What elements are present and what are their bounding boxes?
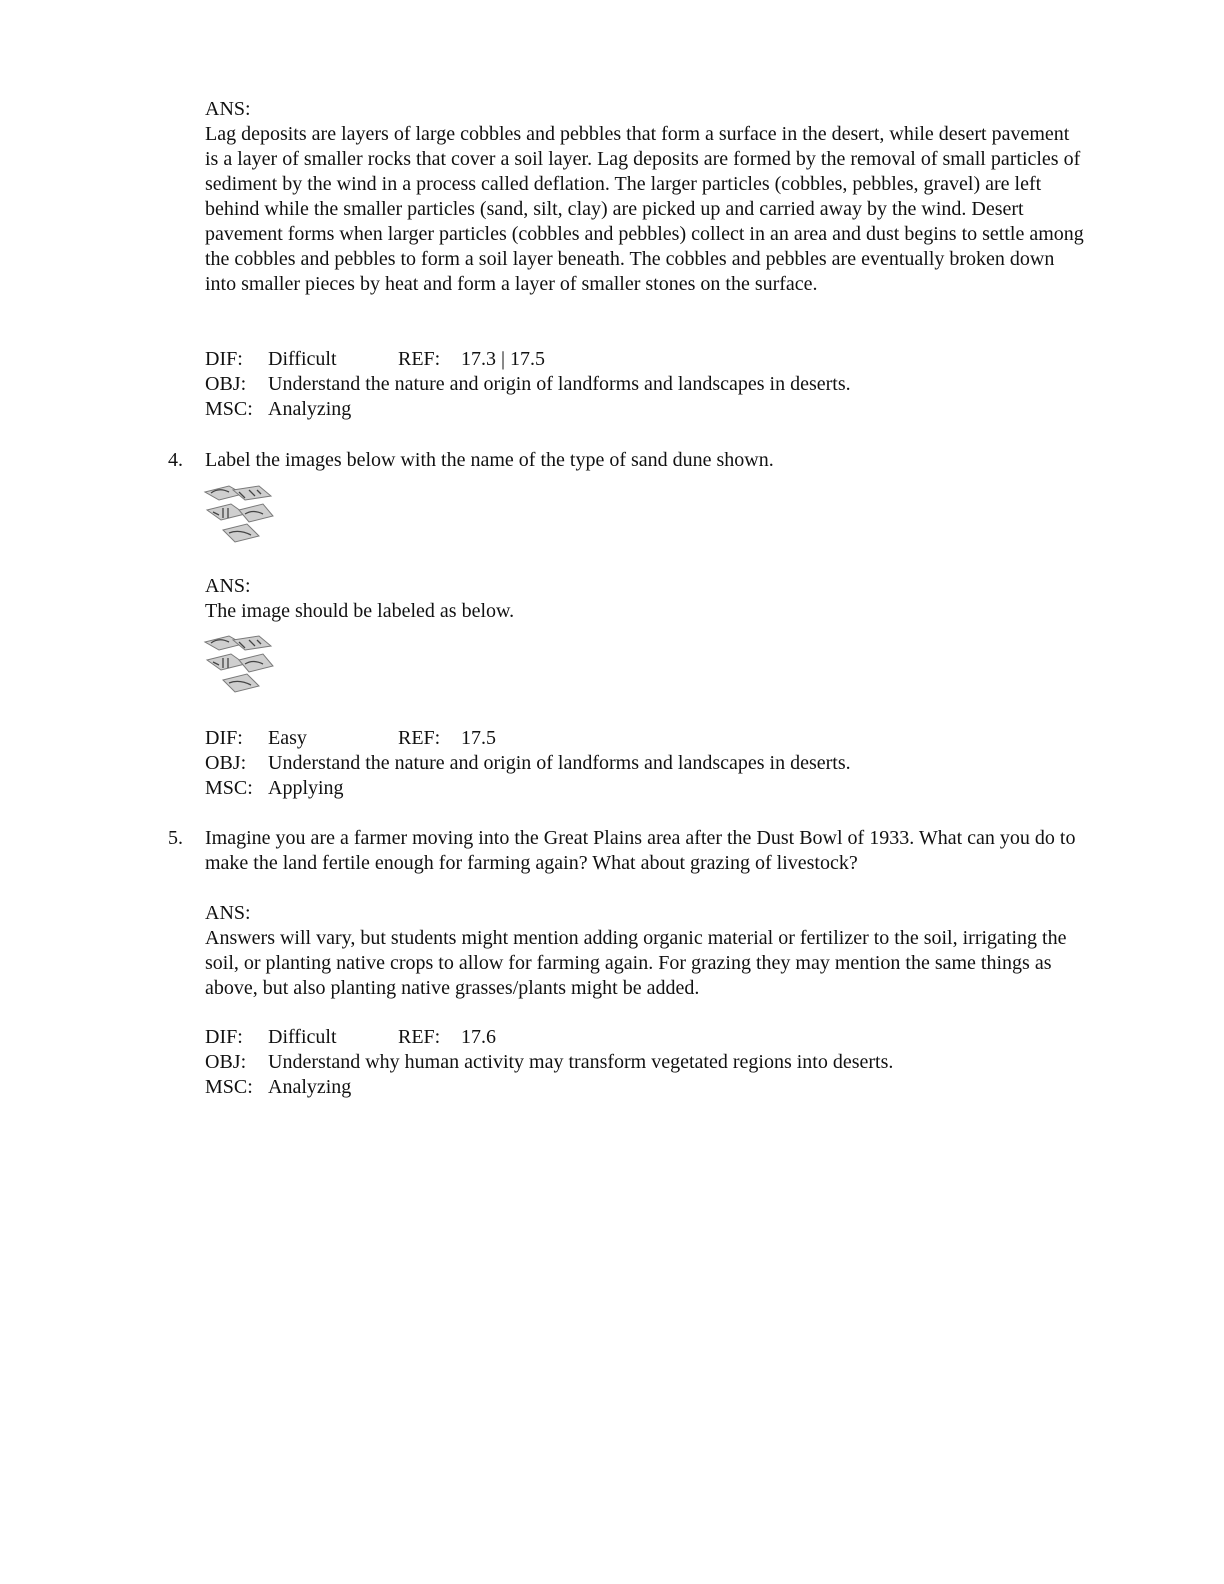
ans-label: ANS: — [205, 575, 251, 597]
msc-key: MSC: — [205, 1076, 253, 1098]
answer-text: The image should be labeled as below. — [205, 600, 515, 622]
q3-metadata — [205, 347, 1085, 422]
q5-answer-block — [205, 901, 1085, 1001]
msc-value: Applying — [268, 777, 344, 799]
obj-key: OBJ: — [205, 373, 247, 395]
ref-value: 17.3 | 17.5 — [461, 348, 546, 370]
dif-value: Difficult — [268, 348, 337, 370]
dif-value: Easy — [268, 727, 307, 749]
obj-value: Understand the nature and origin of landforms and landscapes in deserts. — [268, 373, 851, 395]
ans-label: ANS: — [205, 902, 251, 924]
ans-label: ANS: — [205, 98, 251, 120]
obj-key: OBJ: — [205, 752, 247, 774]
answer-text: Answers will vary, but students might mention adding organic material or fertilizer to the soil, irrigating the soil, or planting native crops to allow for farming again. For grazing they may mention the same things as above, but also planting native grasses/plants might be added. — [205, 927, 1067, 999]
msc-key: MSC: — [205, 777, 253, 799]
msc-key: MSC: — [205, 398, 253, 420]
q5-metadata — [205, 1025, 1085, 1100]
msc-value: Analyzing — [268, 398, 352, 420]
dif-value: Difficult — [268, 1026, 337, 1048]
ref-value: 17.5 — [461, 727, 496, 749]
question-number: 4. — [168, 449, 183, 471]
q4-answer-block — [205, 574, 1085, 624]
sand-dune-labeled-image — [203, 632, 275, 704]
q4-question — [205, 448, 1085, 473]
ref-key: REF: — [398, 1026, 441, 1048]
q4-metadata — [205, 726, 1085, 801]
sand-dune-image — [203, 482, 275, 554]
obj-value: Understand the nature and origin of landforms and landscapes in deserts. — [268, 752, 851, 774]
dif-key: DIF: — [205, 348, 243, 370]
msc-value: Analyzing — [268, 1076, 352, 1098]
answer-text: Lag deposits are layers of large cobbles and pebbles that form a surface in the desert, while desert pavement is a layer of smaller rocks that cover a soil layer. Lag deposits are formed by the removal of small particles of sediment by the wind in a process called deflation. The larger particles (cobbles, pebbles, gravel) are left behind while the smaller particles (sand, silt, clay) are picked up and carried away by the wind. Desert pavement forms when larger particles (cobbles and pebbles) collect in an area and dust begins to settle among the cobbles and pebbles to form a soil layer beneath. The cobbles and pebbles are eventually broken down into smaller pieces by heat and form a layer of smaller stones on the surface. — [205, 123, 1084, 295]
obj-value: Understand why human activity may transform vegetated regions into deserts. — [268, 1051, 894, 1073]
ref-value: 17.6 — [461, 1026, 496, 1048]
dif-key: DIF: — [205, 1026, 243, 1048]
question-number: 5. — [168, 827, 183, 849]
q5-question — [205, 826, 1085, 876]
ref-key: REF: — [398, 727, 441, 749]
q3-answer-block — [205, 97, 1085, 297]
ref-key: REF: — [398, 348, 441, 370]
obj-key: OBJ: — [205, 1051, 247, 1073]
question-text: Imagine you are a farmer moving into the Great Plains area after the Dust Bowl of 1933. What can you do to make the land fertile enough for farming again? What about grazing of livestock? — [205, 827, 1076, 874]
dif-key: DIF: — [205, 727, 243, 749]
question-text: Label the images below with the name of the type of sand dune shown. — [205, 449, 774, 471]
